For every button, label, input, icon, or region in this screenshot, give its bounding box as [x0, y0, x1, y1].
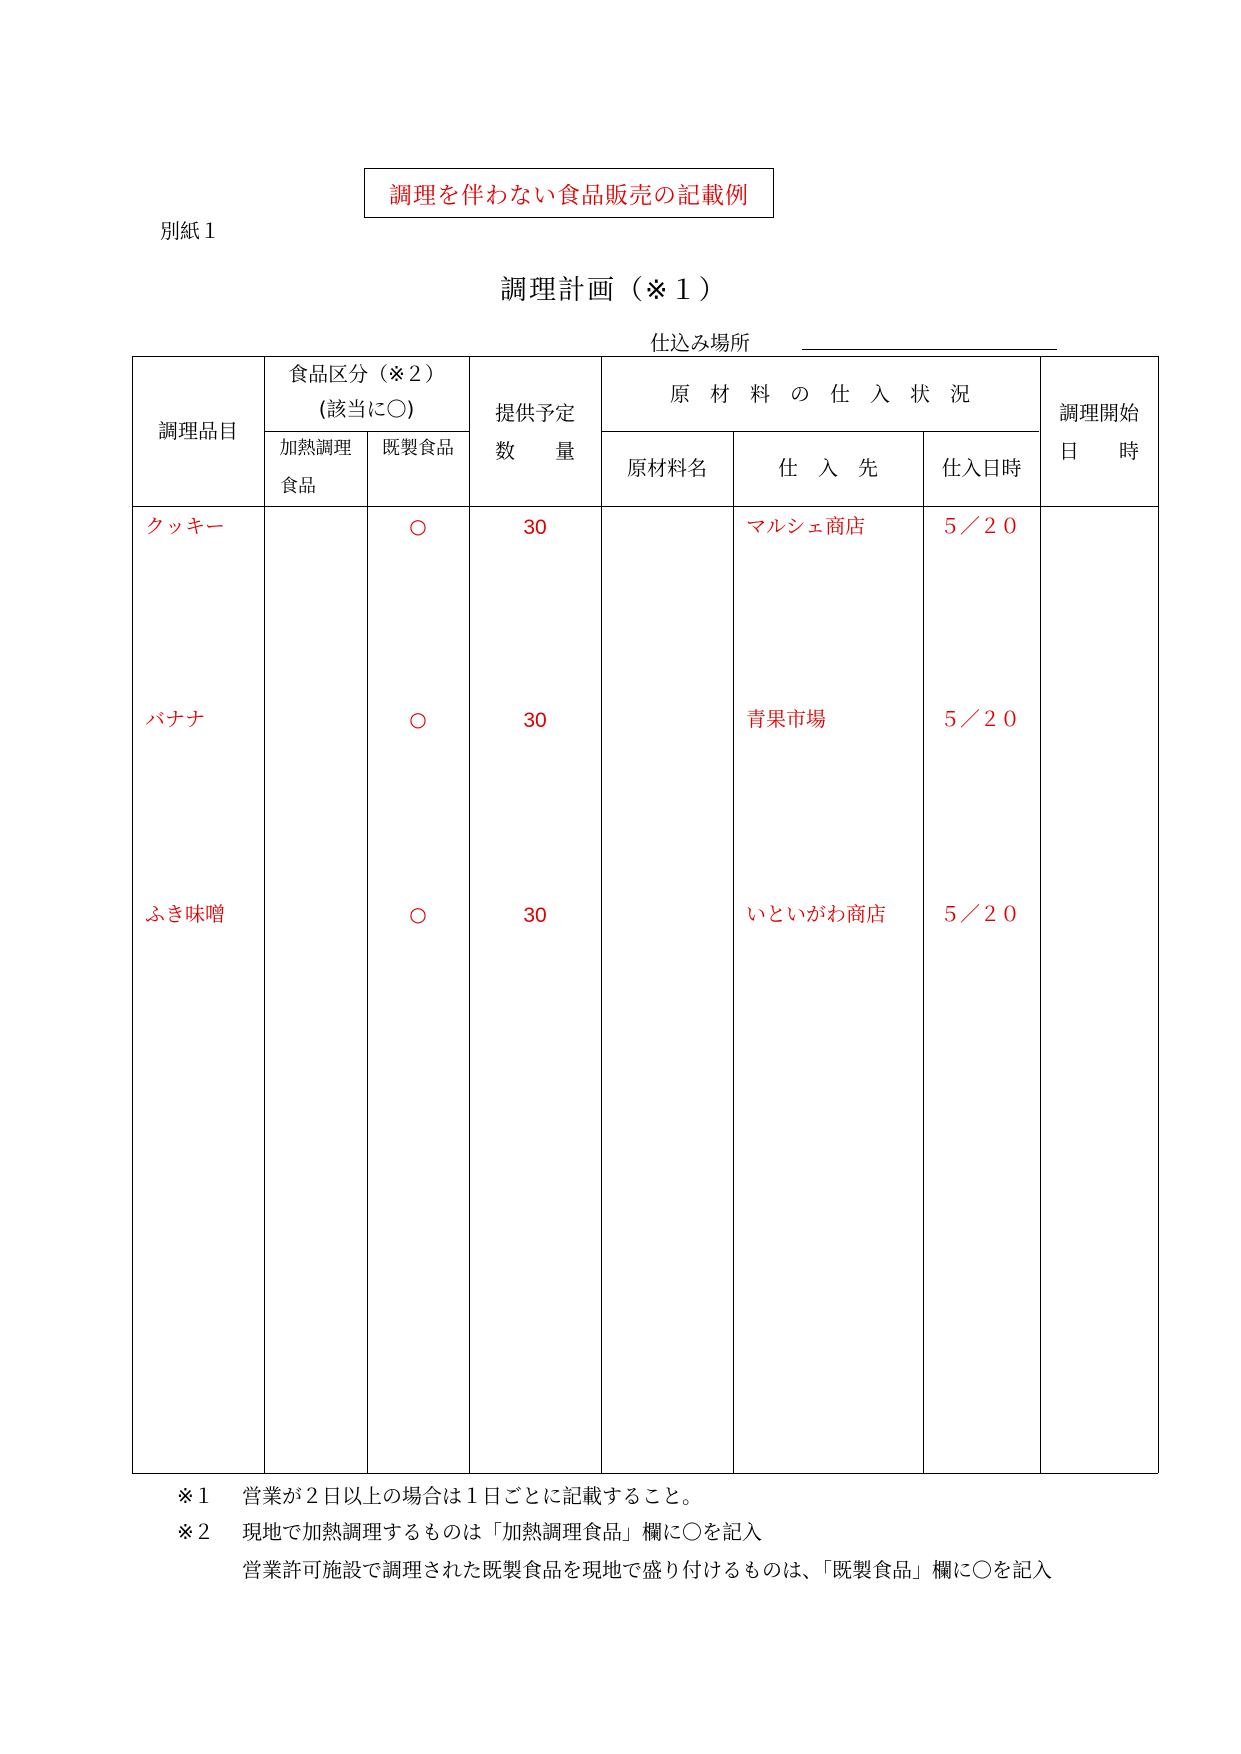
header-category-sub: (該当に〇) [318, 397, 415, 421]
header-purchase-status: 原 材 料 の 仕 入 状 況 [670, 382, 970, 406]
header-heated-2: 食品 [280, 476, 316, 497]
purchase-sub-divider [601, 431, 1039, 432]
table-right-border [1158, 356, 1159, 1473]
row-prepared: ○ [409, 707, 427, 731]
col-divider [264, 356, 265, 1473]
footnote-2-text: 現地で加熱調理するものは「加熱調理食品」欄に〇を記入 [242, 1520, 762, 1544]
header-qty-2: 数 量 [495, 439, 575, 463]
row-qty: 30 [523, 709, 547, 732]
header-purchase-date: 仕入日時 [941, 456, 1022, 480]
row-prepared: ○ [409, 902, 427, 926]
footnote-1-text: 営業が２日以上の場合は１日ごとに記載すること。 [242, 1484, 702, 1508]
header-category: 食品区分（※２） [288, 362, 445, 386]
col-divider [733, 431, 734, 1473]
table-bottom-border [132, 1473, 1158, 1474]
table-top-border [132, 356, 1158, 357]
prep-location-field-line [802, 349, 1057, 350]
header-item: 調理品目 [158, 419, 238, 443]
row-supplier: 青果市場 [746, 707, 826, 731]
table-left-border [132, 356, 133, 1473]
header-prepared: 既製食品 [382, 438, 454, 459]
attachment-label: 別紙１ [160, 219, 220, 243]
page-title: 調理計画（※１） [500, 275, 728, 306]
header-start: 調理開始 [1059, 401, 1139, 425]
col-divider [367, 431, 368, 1473]
header-material: 原材料名 [627, 456, 707, 480]
header-qty: 提供予定 [495, 401, 575, 425]
example-label: 調理を伴わない食品販売の記載例 [389, 182, 749, 209]
prep-location-label: 仕込み場所 [650, 331, 750, 355]
row-supplier: マルシェ商店 [746, 514, 866, 538]
footnote-3-text: 営業許可施設で調理された既製食品を現地で盛り付けるものは、「既製食品」欄に〇を記入 [242, 1558, 1052, 1582]
col-divider [1040, 356, 1041, 1473]
row-item: クッキー [145, 514, 225, 538]
row-item: ふき味噌 [145, 902, 225, 926]
row-supplier: いといがわ商店 [746, 902, 886, 926]
footnote-1-mark: ※１ [177, 1484, 214, 1508]
header-supplier: 仕 入 先 [778, 456, 878, 480]
col-divider [923, 431, 924, 1473]
row-qty: 30 [523, 904, 547, 927]
row-date: ５／２０ [940, 707, 1020, 731]
row-date: ５／２０ [940, 902, 1020, 926]
row-date: ５／２０ [940, 514, 1020, 538]
header-start-2: 日 時 [1059, 439, 1139, 463]
row-qty: 30 [523, 516, 547, 539]
example-label-box [364, 168, 774, 218]
footnote-2-mark: ※２ [177, 1520, 214, 1544]
col-divider [601, 356, 602, 1473]
row-prepared: ○ [409, 514, 427, 538]
header-bottom-border [132, 506, 1158, 507]
header-heated: 加熱調理 [279, 438, 352, 459]
row-item: バナナ [145, 707, 205, 731]
